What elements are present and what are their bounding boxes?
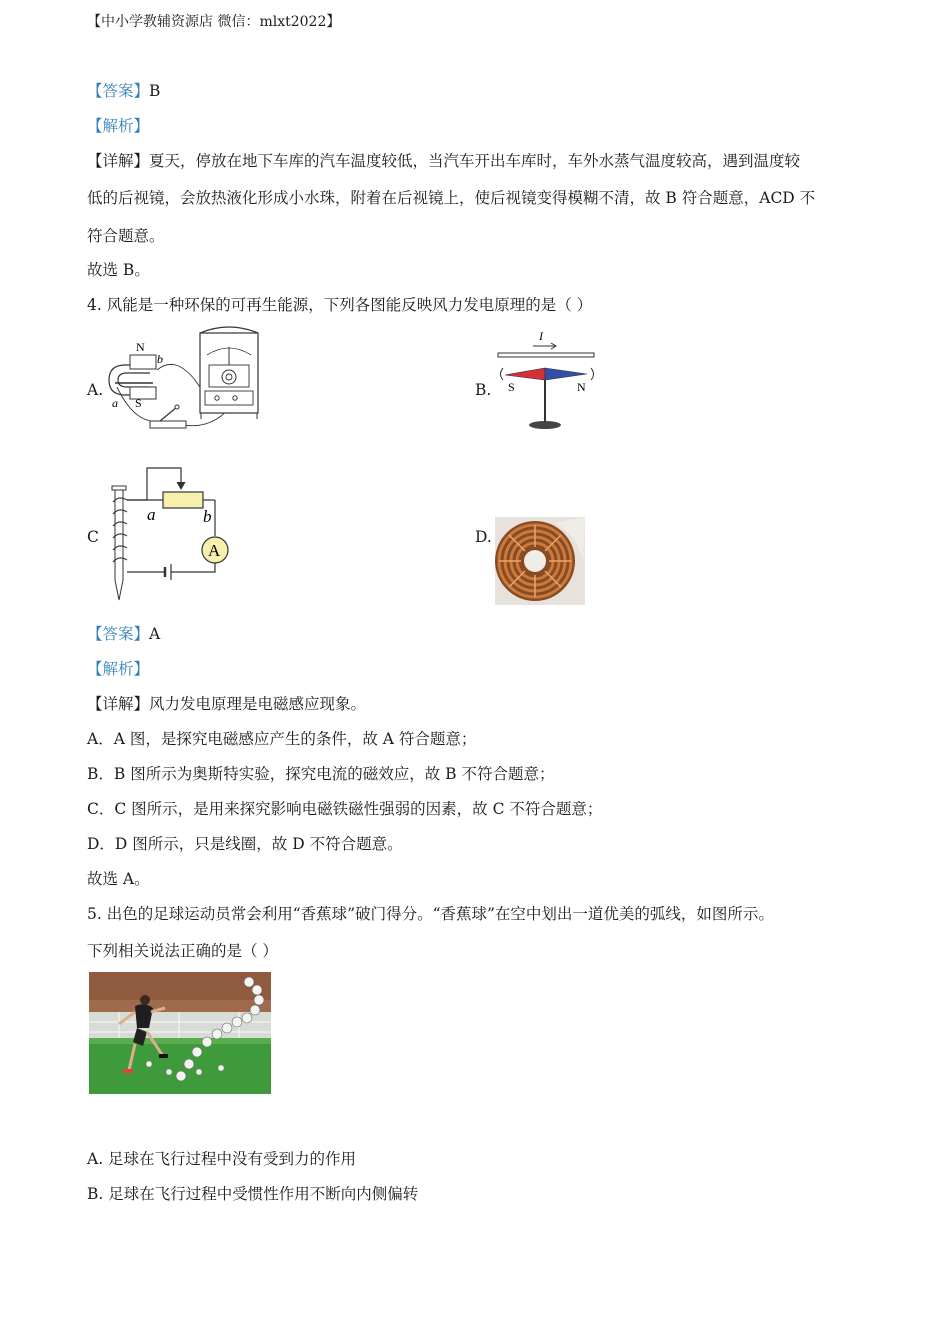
q4-reason-a: A．A 图，是探究电磁感应产生的条件，故 A 符合题意； [87,730,477,748]
detail-tag: 【详解】 [87,152,150,170]
rheostat-end-a-label: a [147,505,156,524]
q4-analysis-tag: 【解析】 [87,660,150,678]
q5-stem-line1: 5. 出色的足球运动员常会利用“香蕉球”破门得分。“香蕉球”在空中划出一道优美的弧线，如图所示。 [87,905,774,923]
q4-stem: 4. 风能是一种环保的可再生能源，下列各图能反映风力发电原理的是（ ） [87,296,593,314]
answer-tag: 【答案】 [87,625,150,643]
needle-n-label: N [577,380,586,394]
q3-answer-line [87,81,160,101]
rheostat [163,492,203,508]
knife-switch [150,421,186,428]
q4-answer: A [149,625,161,643]
rod-end-a-label: a [112,396,118,410]
q5-stem-line2: 下列相关说法正确的是（ ） [87,942,278,960]
q3-detail-line1 [87,151,800,171]
q4-option-d-label: D. [475,528,492,546]
q3-answer: B [149,82,161,100]
grass-field [89,1038,271,1094]
q5-option-a: A. 足球在飞行过程中没有受到力的作用 [87,1150,357,1168]
q4-conclusion: 故选 A。 [87,870,150,888]
q3-detail-text1: 夏天，停放在地下车库的汽车温度较低，当汽车开出车库时，车外水蒸气温度较高，遇到温度较 [149,152,801,170]
q3-conclusion: 故选 B。 [87,261,150,279]
magnetic-needle [505,368,587,380]
detail-tag: 【详解】 [87,695,150,713]
rod-end-b-label: b [157,352,163,366]
figure-a-electromagnetic-induction [105,325,265,435]
ammeter-label: A [208,541,221,560]
rheostat-end-b-label: b [203,507,212,526]
q4-answer-line [87,624,160,644]
page-header: 【中小学教辅资源店 微信：mlxt2022】 [87,14,341,30]
q4-reason-d: D．D 图所示，只是线圈，故 D 不符合题意。 [87,835,403,853]
q4-detail-text: 风力发电原理是电磁感应现象。 [149,695,367,713]
iron-nail [115,488,123,600]
answer-tag: 【答案】 [87,82,150,100]
current-label: I [539,329,543,343]
q4-reason-c: C．C 图所示，是用来探究影响电磁铁磁性强弱的因素，故 C 不符合题意； [87,800,603,818]
figure-d-coil-photo [495,517,585,605]
q4-detail-line [87,694,366,714]
figure-c-electromagnet-circuit [105,462,245,607]
q3-detail-line3: 符合题意。 [87,227,165,245]
magnet-s-label: S [135,396,142,410]
needle-s-label: S [508,380,515,394]
magnet-n-label: N [136,340,145,354]
galvanometer [200,327,258,419]
current-wire [498,353,594,357]
q4-option-a-label: A. [87,381,104,399]
q3-analysis-tag: 【解析】 [87,117,150,135]
q4-option-c-label: C [87,528,99,546]
figure-b-oersted-experiment [495,330,605,435]
q4-option-b-label: B. [475,381,492,399]
figure-banana-kick-photo [89,972,271,1094]
q4-reason-b: B．B 图所示为奥斯特实验，探究电流的磁效应，故 B 不符合题意； [87,765,555,783]
q5-option-b: B. 足球在飞行过程中受惯性作用不断向内侧偏转 [87,1185,419,1203]
q3-detail-line2: 低的后视镜，会放热液化形成小水珠，附着在后视镜上，使后视镜变得模糊不清，故 B 符合题意，ACD 不 [87,189,816,207]
